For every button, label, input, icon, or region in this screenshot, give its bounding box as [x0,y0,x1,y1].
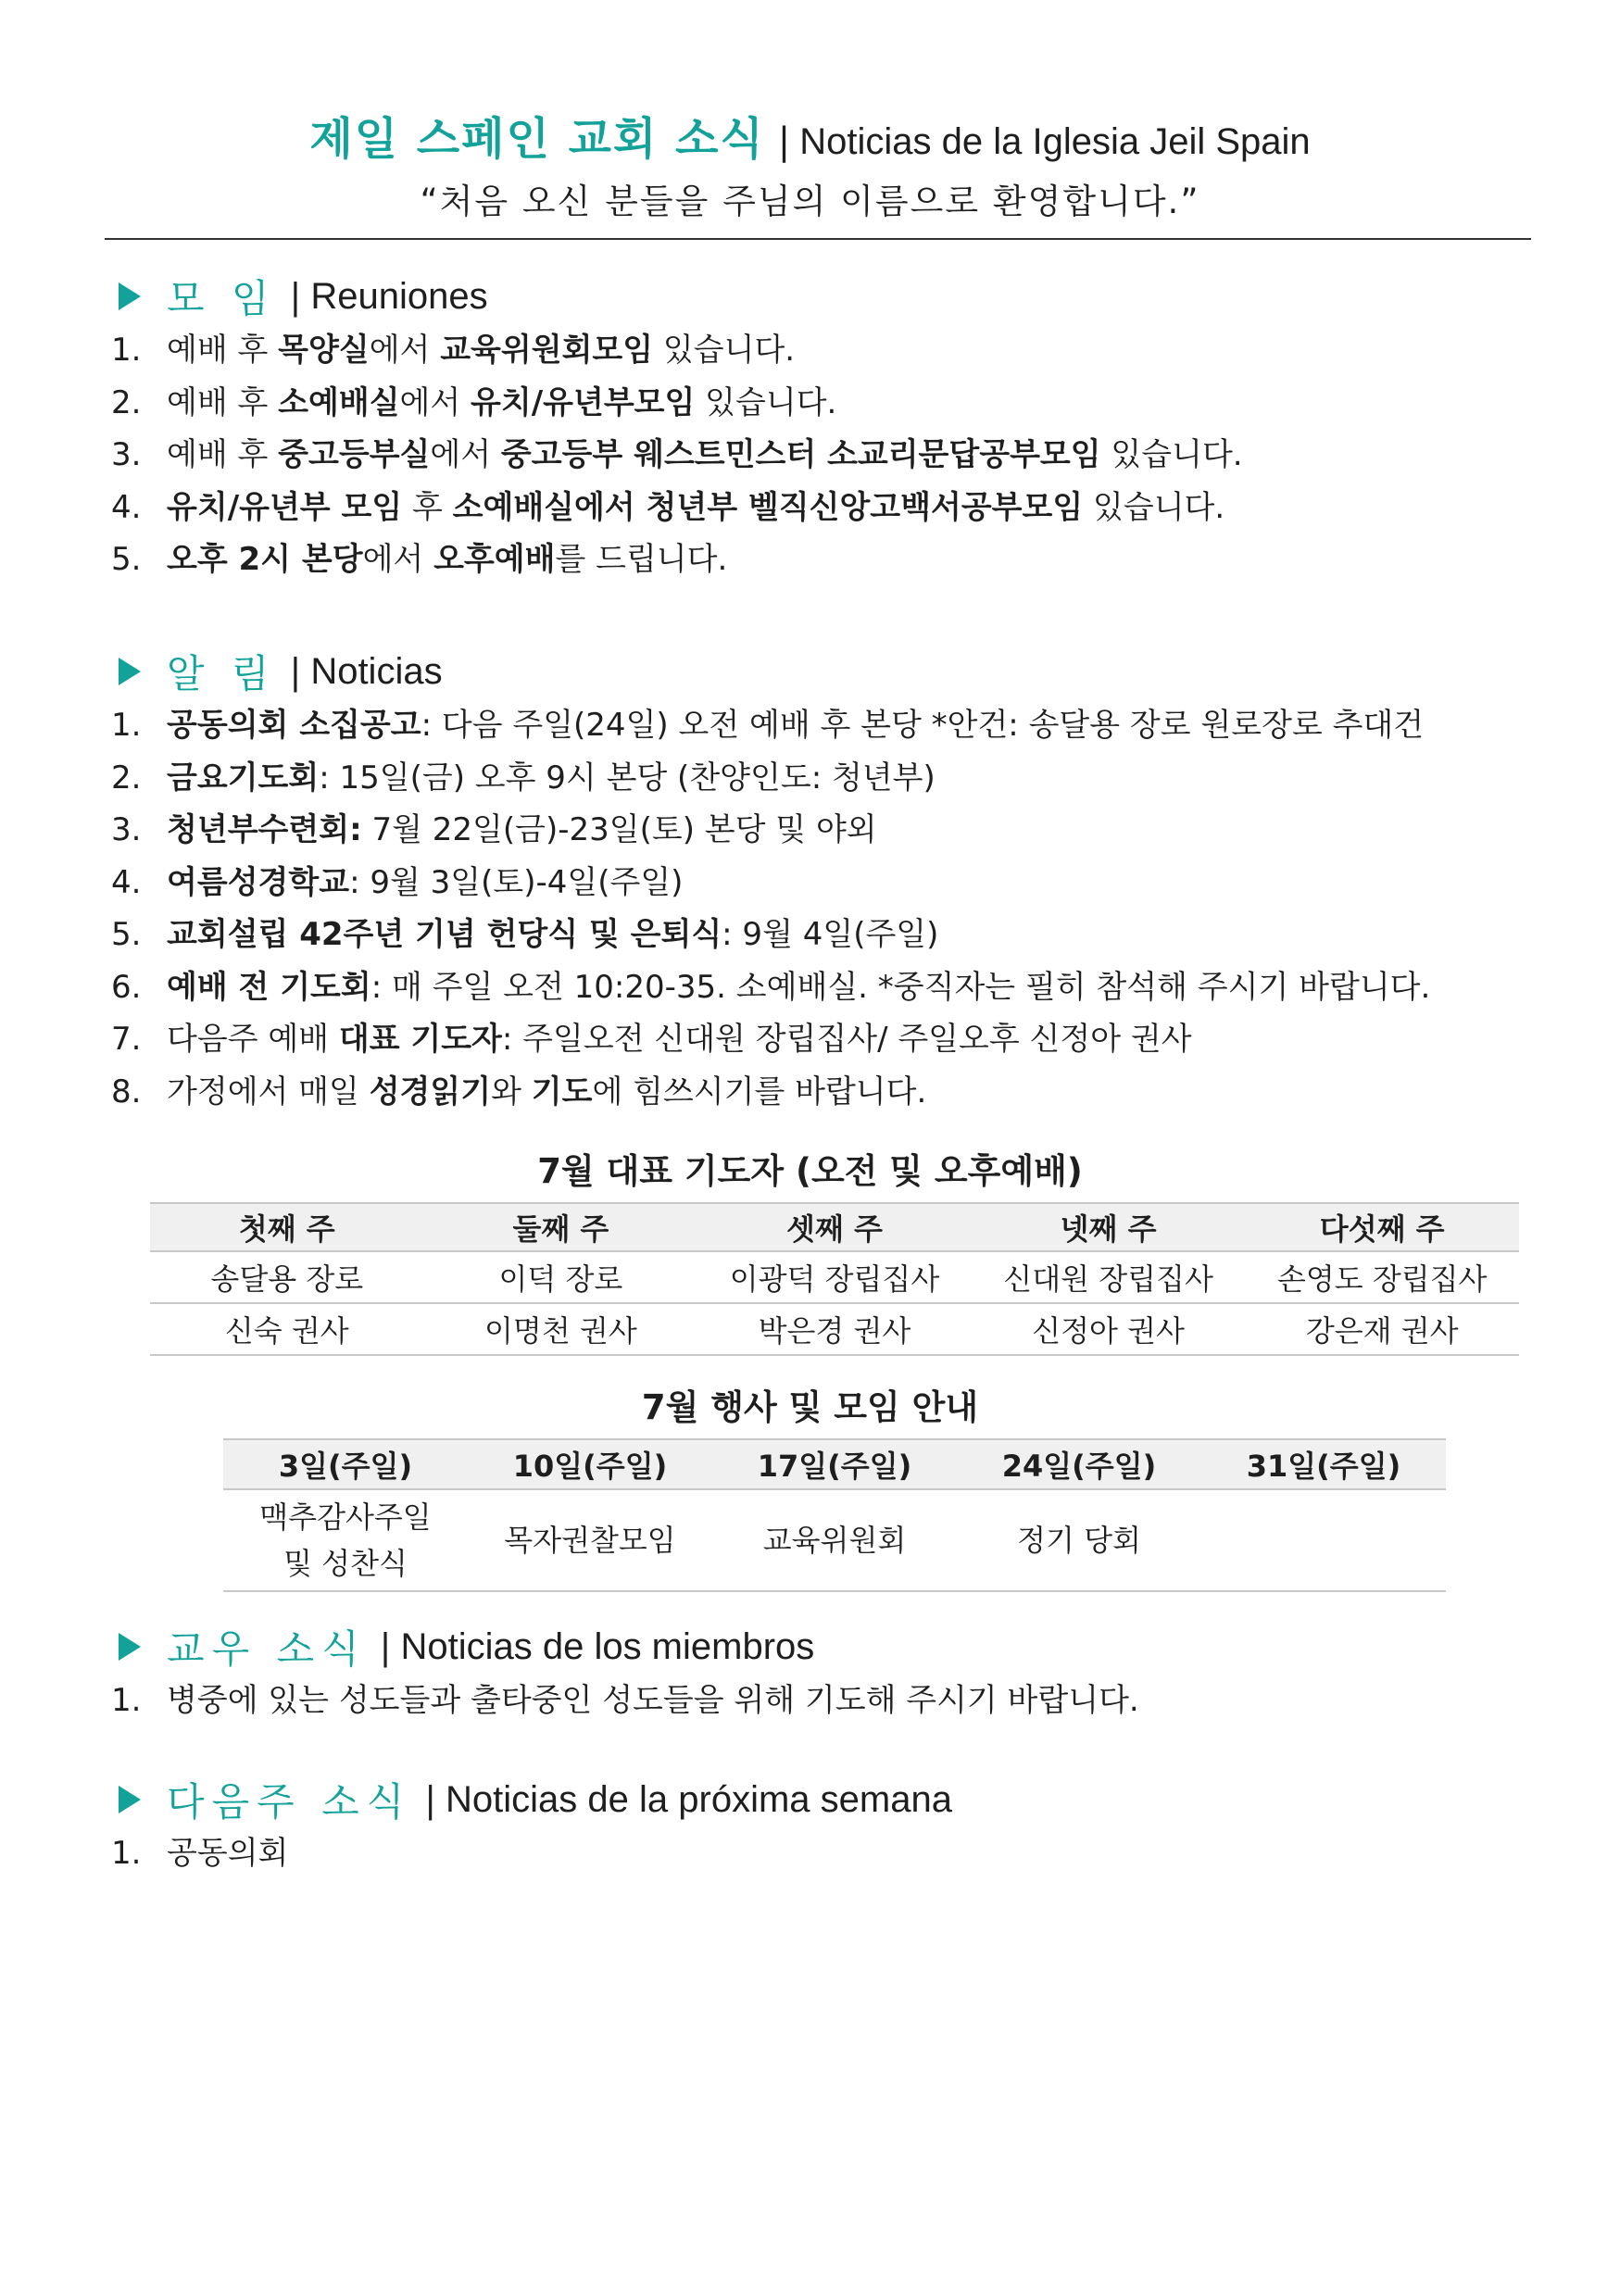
text: 공동의회 [167,1835,289,1872]
text: : 9월 3일(토)-4일(주일) [349,863,684,901]
bold-text: 기도 [531,1073,593,1110]
welcome-subtitle: “처음 오신 분들을 주님의 이름으로 환영합니다.” [420,182,1200,221]
item-number: 1. [111,332,142,369]
item-text [167,533,727,586]
bold-text: 유치/유년부모임 [471,383,696,421]
column-header: 31일(주일) [1201,1439,1446,1489]
section-title-spanish: Noticias de la próxima semana [446,1778,952,1820]
item-number: 3. [111,811,142,848]
list-item [111,1066,1538,1119]
events-table-header-row [223,1439,1446,1489]
item-text [167,909,938,961]
text: 에 힘쓰시기를 바랍니다. [592,1073,927,1110]
column-header: 셋째 주 [697,1203,972,1251]
bold-text: 오후예배 [433,541,556,578]
events-table [223,1438,1446,1592]
item-number: 3. [111,436,142,473]
section-separator: | [379,1626,392,1667]
text: 있습니다. [1083,488,1225,526]
item-text [167,324,795,377]
table-row [150,1303,1519,1355]
item-number: 2. [111,383,142,421]
triangle-bullet-icon [119,658,141,685]
table-cell [1201,1489,1446,1591]
text: 가정에서 매일 [167,1073,370,1110]
list-item [111,324,1538,377]
list-item [111,961,1538,1014]
table-cell: 이명천 권사 [424,1303,698,1355]
list-item [111,857,1538,910]
item-number: 4. [111,488,142,526]
list-item [111,429,1538,482]
text: 후 [402,488,453,526]
list-item [111,1013,1538,1066]
bold-text: 예배 전 기도회 [167,968,371,1006]
item-text [167,1066,926,1119]
item-text [167,429,1243,482]
item-number: 1. [111,707,142,744]
section-title-spanish: Reuniones [310,275,488,317]
item-text [167,377,836,430]
bold-text: 중고등부실 [278,436,431,473]
table-cell: 손영도 장립집사 [1245,1251,1519,1303]
text: : 주일오전 신대원 장립집사/ 주일오후 신정아 권사 [501,1021,1192,1058]
text: 병중에 있는 성도들과 출타중인 성도들을 위해 기도해 주시기 바랍니다. [167,1682,1139,1719]
section-heading [111,1619,1538,1675]
bold-text: 유치/유년부 모임 [167,488,403,526]
prayer-table-title: 7월 대표 기도자 (오전 및 오후예배) [537,1151,1083,1191]
item-text [167,482,1224,534]
text: 에서 [362,541,434,578]
column-header: 10일(주일) [468,1439,712,1489]
column-header: 24일(주일) [957,1439,1201,1489]
bold-text: 청년부수련회: [167,811,362,848]
list-item [111,752,1538,805]
bold-text: 교회설립 42주년 기념 헌당식 및 은퇴식 [167,916,722,953]
triangle-bullet-icon [119,1633,141,1661]
text: 예배 후 [167,383,279,421]
title-separator: | [777,120,791,163]
table-row [223,1489,1446,1591]
prayer-table [150,1202,1519,1356]
bold-text: 중고등부 웨스트민스터 소교리문답공부모임 [500,436,1101,473]
item-number: 5. [111,541,142,578]
item-number: 8. [111,1073,142,1110]
bold-text: 목양실 [278,332,370,369]
list-item [111,804,1538,857]
cell-line: 및 성찬식 [283,1546,408,1581]
item-text [167,752,936,805]
table-cell: 송달용 장로 [150,1251,424,1303]
section-proxima [111,1772,1538,1880]
section-separator: | [424,1779,437,1820]
table-cell [957,1489,1201,1591]
reuniones-list [111,324,1538,586]
column-header: 다섯째 주 [1245,1203,1519,1251]
text: : 매 주일 오전 10:20-35. 소예배실. *중직자는 필히 참석해 주시기 바랍니다. [370,968,1431,1006]
bold-text: 여름성경학교 [167,863,350,901]
prayer-table-body [150,1251,1519,1355]
section-separator: | [289,651,302,692]
text: 를 드립니다. [555,541,728,578]
text: 있습니다. [653,332,796,369]
item-number: 1. [111,1835,142,1872]
text: : 다음 주일(24일) 오전 예배 후 본당 *안건: 송달용 장로 원로장로 추대건 [421,707,1425,744]
item-text [167,804,877,857]
noticias-list [111,699,1538,1118]
triangle-bullet-icon [119,282,141,310]
table-cell: 신숙 권사 [150,1303,424,1355]
table-cell: 신정아 권사 [972,1303,1246,1355]
text: 있습니다. [695,383,837,421]
table-row [150,1251,1519,1303]
bold-text: 오후 2시 본당 [167,541,363,578]
title-korean: 제일 스페인 교회 소식 [309,113,765,165]
text: 7월 22일(금)-23일(토) 본당 및 야외 [361,811,877,848]
table-cell: 이광덕 장립집사 [697,1251,972,1303]
text: 에서 [399,383,471,421]
item-number: 5. [111,916,142,953]
triangle-bullet-icon [119,1786,141,1813]
section-title-korean: 교우 소식 [167,1626,367,1672]
section-miembros [111,1619,1538,1727]
table-cell: 이덕 장로 [424,1251,698,1303]
miembros-list [111,1675,1538,1727]
table-cell: 박은경 권사 [697,1303,972,1355]
item-number: 7. [111,1021,142,1058]
bold-text: 대표 기도자 [338,1021,502,1058]
text: 예배 후 [167,436,279,473]
cell-line: 목자권찰모임 [504,1523,676,1558]
list-item [111,377,1538,430]
page-header [0,109,1620,227]
section-noticias [111,644,1538,1118]
bold-text: 소예배실 [278,383,400,421]
bold-text: 소예배실에서 청년부 벨직신앙고백서공부모임 [452,488,1084,526]
section-separator: | [289,276,302,317]
bold-text: 공동의회 소집공고 [167,707,421,744]
cell-line: 교육위원회 [762,1523,907,1558]
item-text [167,961,1430,1014]
text: : 15일(금) 오후 9시 본당 (찬양인도: 청년부) [319,759,936,797]
table-cell [223,1489,468,1591]
proxima-list [111,1827,1538,1880]
section-reuniones [111,269,1538,586]
section-title-korean: 알 림 [167,651,277,696]
item-text [167,1675,1139,1727]
column-header: 3일(주일) [223,1439,468,1489]
text: 있습니다. [1100,436,1243,473]
item-number: 1. [111,1682,142,1719]
text: 에서 [430,436,501,473]
item-number: 4. [111,863,142,901]
cell-line: 맥추감사주일 [259,1499,432,1535]
item-text [167,699,1424,752]
list-item [111,1827,1538,1880]
section-heading [111,1772,1538,1827]
text: 에서 [369,332,441,369]
item-number: 2. [111,759,142,797]
text: : 9월 4일(주일) [722,916,939,953]
item-text [167,1827,288,1880]
prayer-table-header-row [150,1203,1519,1251]
column-header: 넷째 주 [972,1203,1246,1251]
table-cell [468,1489,712,1591]
table-cell [712,1489,957,1591]
bold-text: 성경읽기 [369,1073,492,1110]
header-divider [105,238,1531,240]
list-item [111,482,1538,534]
table-cell: 강은재 권사 [1245,1303,1519,1355]
column-header: 둘째 주 [424,1203,698,1251]
page-title [0,109,1620,171]
text: 다음주 예배 [167,1021,339,1058]
events-table-body [223,1489,1446,1591]
section-title-spanish: Noticias [310,650,443,692]
section-heading [111,644,1538,699]
list-item [111,533,1538,586]
item-text [167,1013,1192,1066]
title-spanish: Noticias de la Iglesia Jeil Spain [799,121,1311,162]
bold-text: 교육위원회모임 [440,332,654,369]
item-text [167,857,683,910]
list-item [111,699,1538,752]
section-title-spanish: Noticias de los miembros [400,1625,815,1667]
column-header: 17일(주일) [712,1439,957,1489]
list-item [111,909,1538,961]
item-number: 6. [111,968,142,1006]
column-header: 첫째 주 [150,1203,424,1251]
section-heading [111,269,1538,324]
list-item [111,1675,1538,1727]
section-title-korean: 모 임 [167,276,277,321]
cell-line: 정기 당회 [1017,1523,1141,1558]
table-cell: 신대원 장립집사 [972,1251,1246,1303]
text: 예배 후 [167,332,279,369]
events-table-title: 7월 행사 및 모임 안내 [641,1387,979,1427]
text: 와 [491,1073,532,1110]
bold-text: 금요기도회 [167,759,320,797]
section-title-korean: 다음주 소식 [167,1779,412,1825]
